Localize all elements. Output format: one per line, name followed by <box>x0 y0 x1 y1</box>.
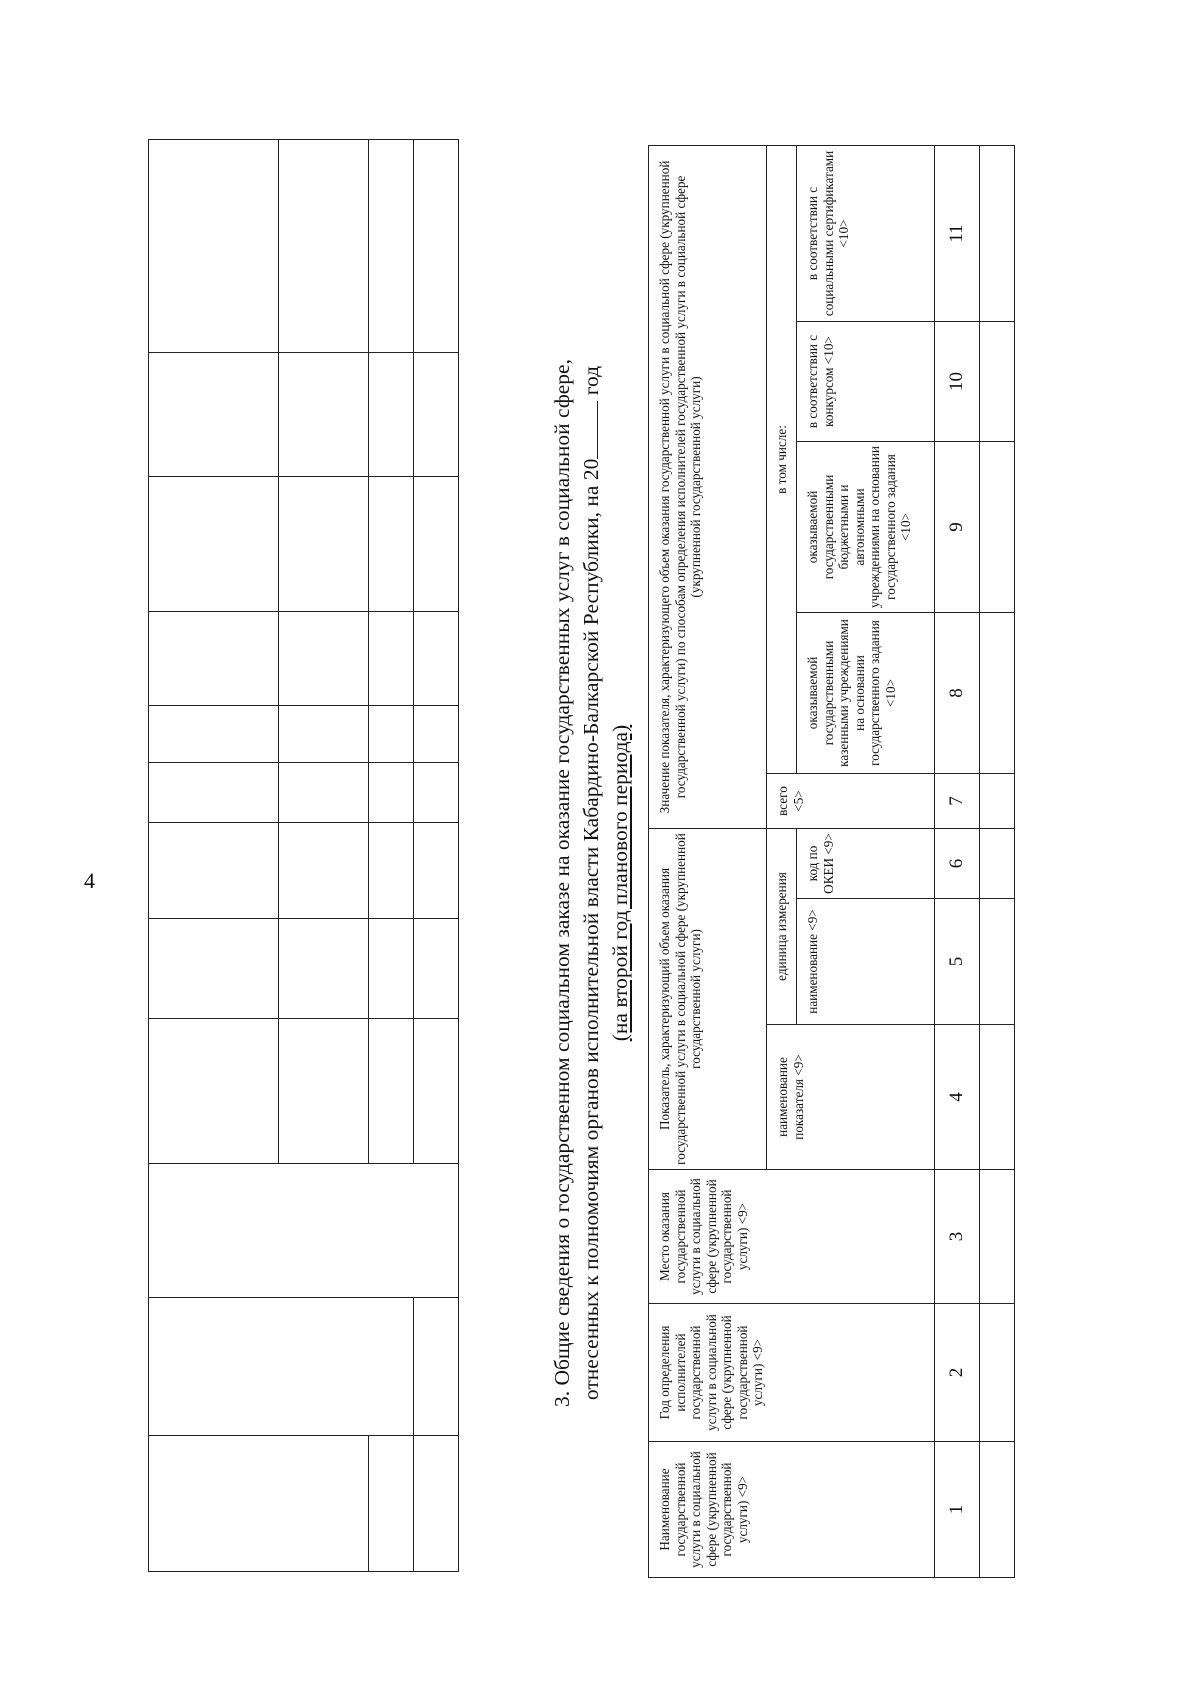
header-unit-name: наименование <9> <box>797 899 935 1025</box>
previous-table-cell <box>149 1298 414 1436</box>
heading-line-2-suffix: год <box>579 365 603 396</box>
header-including: в том числе: <box>767 145 797 773</box>
table-cell <box>980 1170 1015 1304</box>
social-order-table <box>648 145 1015 1578</box>
previous-table-continuation <box>148 139 459 1572</box>
previous-table-cell <box>279 140 369 353</box>
previous-table-cell <box>149 823 279 919</box>
previous-table-cell <box>369 1436 414 1572</box>
header-service-place: Место оказания государственной услуги в социальной сфере (укрупненной государственной услуги) <9> <box>649 1170 935 1304</box>
column-number: 4 <box>935 1025 980 1170</box>
column-number: 8 <box>935 612 980 773</box>
table-cell <box>980 1025 1015 1170</box>
previous-table-cell <box>149 706 279 763</box>
column-number: 3 <box>935 1170 980 1304</box>
column-number: 9 <box>935 441 980 612</box>
heading-line-3: (на второй год планового периода) <box>608 724 632 1042</box>
previous-table-cell <box>149 1436 369 1572</box>
previous-table-cell <box>149 919 279 1019</box>
column-number: 1 <box>935 1442 980 1578</box>
previous-table-cell <box>279 612 369 706</box>
table-cell <box>980 612 1015 773</box>
year-blank-field <box>577 401 598 459</box>
section-3-wrapper <box>548 145 1015 1578</box>
heading-line-1: 3. Общие сведения о государственном социальном заказе на оказание государственных услуг в социальной сфере, <box>550 359 574 1407</box>
previous-table-wrapper <box>148 139 459 1572</box>
previous-table-cell <box>414 706 459 763</box>
previous-table-cell <box>369 823 414 919</box>
column-number: 11 <box>935 145 980 321</box>
header-by-certificates: в соответствии с социальными сертификатами <10> <box>797 145 935 321</box>
column-number: 7 <box>935 773 980 828</box>
column-number-row <box>935 145 980 1577</box>
previous-table-cell <box>369 1019 414 1164</box>
previous-table-cell <box>149 1164 459 1298</box>
previous-table-cell <box>369 919 414 1019</box>
previous-table-cell <box>369 353 414 477</box>
table-row <box>980 145 1015 1577</box>
column-number: 5 <box>935 899 980 1025</box>
previous-table-cell <box>279 763 369 823</box>
table-cell <box>980 145 1015 321</box>
header-indicator-name: наименование показателя <9> <box>767 1025 935 1170</box>
table-cell <box>980 828 1015 898</box>
section-heading <box>548 188 635 1578</box>
previous-table-cell <box>149 353 279 477</box>
previous-table-cell <box>369 612 414 706</box>
header-volume-indicator: Показатель, характеризующий объем оказания государственной услуги в социальной сфере (укрупненной государственной услуги) <box>649 828 767 1169</box>
header-okei-code: код по ОКЕИ <9> <box>797 828 935 898</box>
previous-table-cell <box>414 1019 459 1164</box>
previous-table-row <box>149 140 279 1572</box>
previous-table-cell <box>414 1436 459 1572</box>
previous-table-cell <box>279 919 369 1019</box>
previous-table-cell <box>414 612 459 706</box>
previous-table-cell <box>149 140 279 353</box>
header-year-of-selection: Год определения исполнителей государственной услуги в социальной сфере (укрупненной государственной услуги) <9> <box>649 1304 935 1442</box>
previous-table-cell <box>149 612 279 706</box>
previous-table-row <box>414 140 459 1572</box>
table-cell <box>980 321 1015 441</box>
previous-table-cell <box>279 477 369 612</box>
previous-table-cell <box>279 353 369 477</box>
previous-table-cell <box>279 1019 369 1164</box>
previous-table-cell <box>414 140 459 353</box>
previous-table-cell <box>149 763 279 823</box>
previous-table-cell <box>149 1019 279 1164</box>
table-cell <box>980 1304 1015 1442</box>
header-by-competition: в соответствии с конкурсом <10> <box>797 321 935 441</box>
previous-table-cell <box>369 140 414 353</box>
column-number: 6 <box>935 828 980 898</box>
header-value-group: Значение показателя, характеризующего объем оказания государственной услуги в социальной сфере (укрупненной государственной услуги) по способам определения исполнителей государственной услуги в социальной сфере (укрупненной государственной услуги) <box>649 145 767 828</box>
previous-table-cell <box>279 823 369 919</box>
previous-table-cell <box>369 477 414 612</box>
previous-table-cell <box>414 477 459 612</box>
header-budget-institutions: оказываемой государственными бюджетными и автономными учреждениями на основании государственного задания <10> <box>797 441 935 612</box>
column-number: 2 <box>935 1304 980 1442</box>
table-cell <box>980 773 1015 828</box>
previous-table-cell <box>414 823 459 919</box>
header-row-1 <box>649 145 729 1577</box>
header-total: всего <5> <box>767 773 935 828</box>
header-unit-group: единица измерения <box>767 828 797 1024</box>
table-cell <box>980 441 1015 612</box>
header-state-institutions: оказываемой государственными казенными учреждениями на основании государственного задания <10> <box>797 612 935 773</box>
previous-table-cell <box>414 763 459 823</box>
previous-table-cell <box>414 919 459 1019</box>
previous-table-cell <box>414 353 459 477</box>
table-cell <box>980 1442 1015 1578</box>
heading-line-2-prefix: отнесенных к полномочиям органов исполнительной власти Кабардино-Балкарской Республики, на 20 <box>579 458 603 1401</box>
previous-table-cell <box>369 706 414 763</box>
column-number: 10 <box>935 321 980 441</box>
page-number: 4 <box>84 868 95 893</box>
table-cell <box>980 899 1015 1025</box>
previous-table-cell <box>279 706 369 763</box>
previous-table-cell <box>149 477 279 612</box>
previous-table-cell <box>414 1298 459 1436</box>
previous-table-cell <box>369 763 414 823</box>
header-service-name: Наименование государственной услуги в социальной сфере (укрупненной государственной услуги) <9> <box>649 1442 935 1578</box>
heading-line-2 <box>577 188 606 1578</box>
